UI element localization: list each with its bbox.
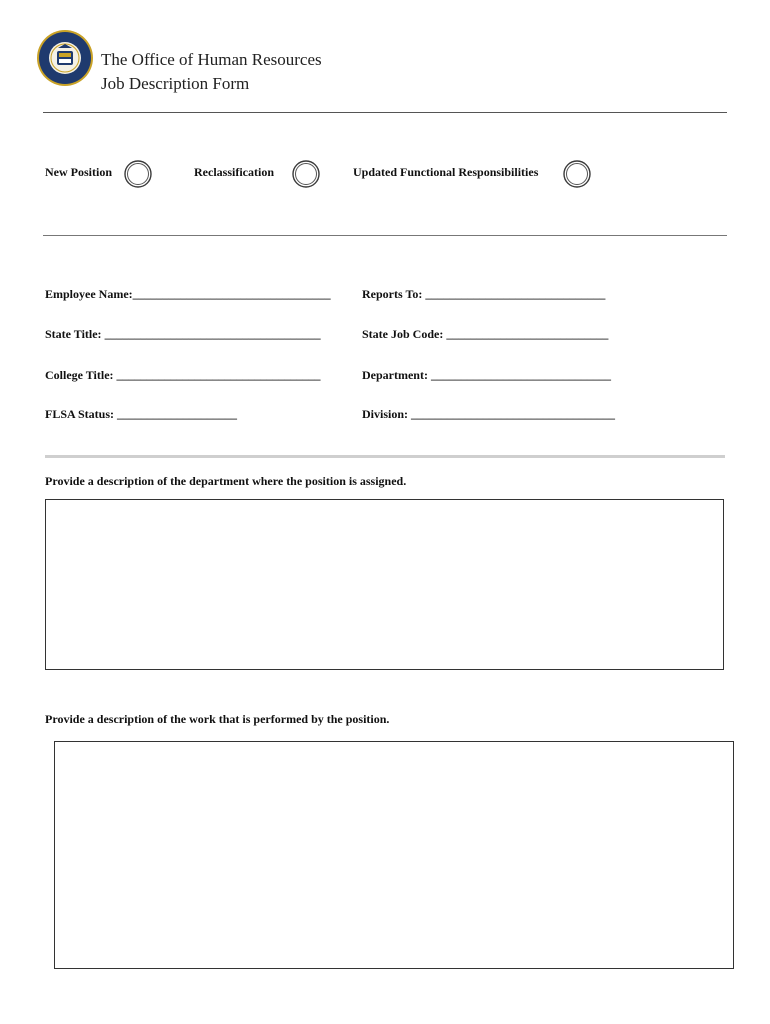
- college-title-label: College Title:: [45, 368, 114, 382]
- office-name: The Office of Human Resources: [101, 50, 322, 69]
- department-label: Department:: [362, 368, 428, 382]
- radio-reclassification[interactable]: [291, 159, 321, 189]
- employee-name-line[interactable]: _________________________________: [132, 287, 331, 301]
- college-seal-icon: [36, 29, 94, 87]
- state-job-code-field[interactable]: [362, 327, 608, 342]
- form-name: Job Description Form: [101, 74, 250, 93]
- section-divider: [43, 235, 727, 236]
- state-title-field[interactable]: [45, 327, 321, 342]
- reports-to-field[interactable]: [362, 287, 605, 302]
- flsa-status-line[interactable]: ____________________: [114, 407, 238, 421]
- division-field[interactable]: [362, 407, 615, 422]
- radio-new-position[interactable]: [123, 159, 153, 189]
- reports-to-label: Reports To:: [362, 287, 423, 301]
- option-reclassification-label: Reclassification: [194, 165, 274, 179]
- employee-name-label: Employee Name:: [45, 287, 133, 301]
- flsa-status-label: FLSA Status:: [45, 407, 115, 421]
- department-line[interactable]: ______________________________: [427, 368, 611, 382]
- department-description-textarea[interactable]: [45, 499, 724, 670]
- reports-to-line[interactable]: ______________________________: [422, 287, 606, 301]
- state-job-code-line[interactable]: ___________________________: [443, 327, 609, 341]
- state-title-line[interactable]: ____________________________________: [101, 327, 321, 341]
- work-description-prompt: Provide a description of the work that is performed by the position.: [45, 712, 390, 726]
- division-line[interactable]: __________________________________: [408, 407, 616, 421]
- option-new-position-label: New Position: [45, 165, 112, 179]
- college-title-line[interactable]: __________________________________: [113, 368, 321, 382]
- employee-name-field[interactable]: [45, 287, 331, 302]
- work-description-textarea[interactable]: [54, 741, 734, 969]
- department-field[interactable]: [362, 368, 611, 383]
- department-description-prompt: Provide a description of the department where the position is assigned.: [45, 474, 407, 488]
- state-title-label: State Title:: [45, 327, 102, 341]
- option-updated-responsibilities-label: Updated Functional Responsibilities: [353, 165, 539, 179]
- college-title-field[interactable]: [45, 368, 321, 383]
- state-job-code-label: State Job Code:: [362, 327, 444, 341]
- division-label: Division:: [362, 407, 409, 421]
- radio-updated-responsibilities[interactable]: [562, 159, 592, 189]
- page-title: [101, 48, 322, 96]
- header-divider: [43, 112, 727, 113]
- fields-divider: [45, 455, 725, 458]
- flsa-status-field[interactable]: [45, 407, 237, 422]
